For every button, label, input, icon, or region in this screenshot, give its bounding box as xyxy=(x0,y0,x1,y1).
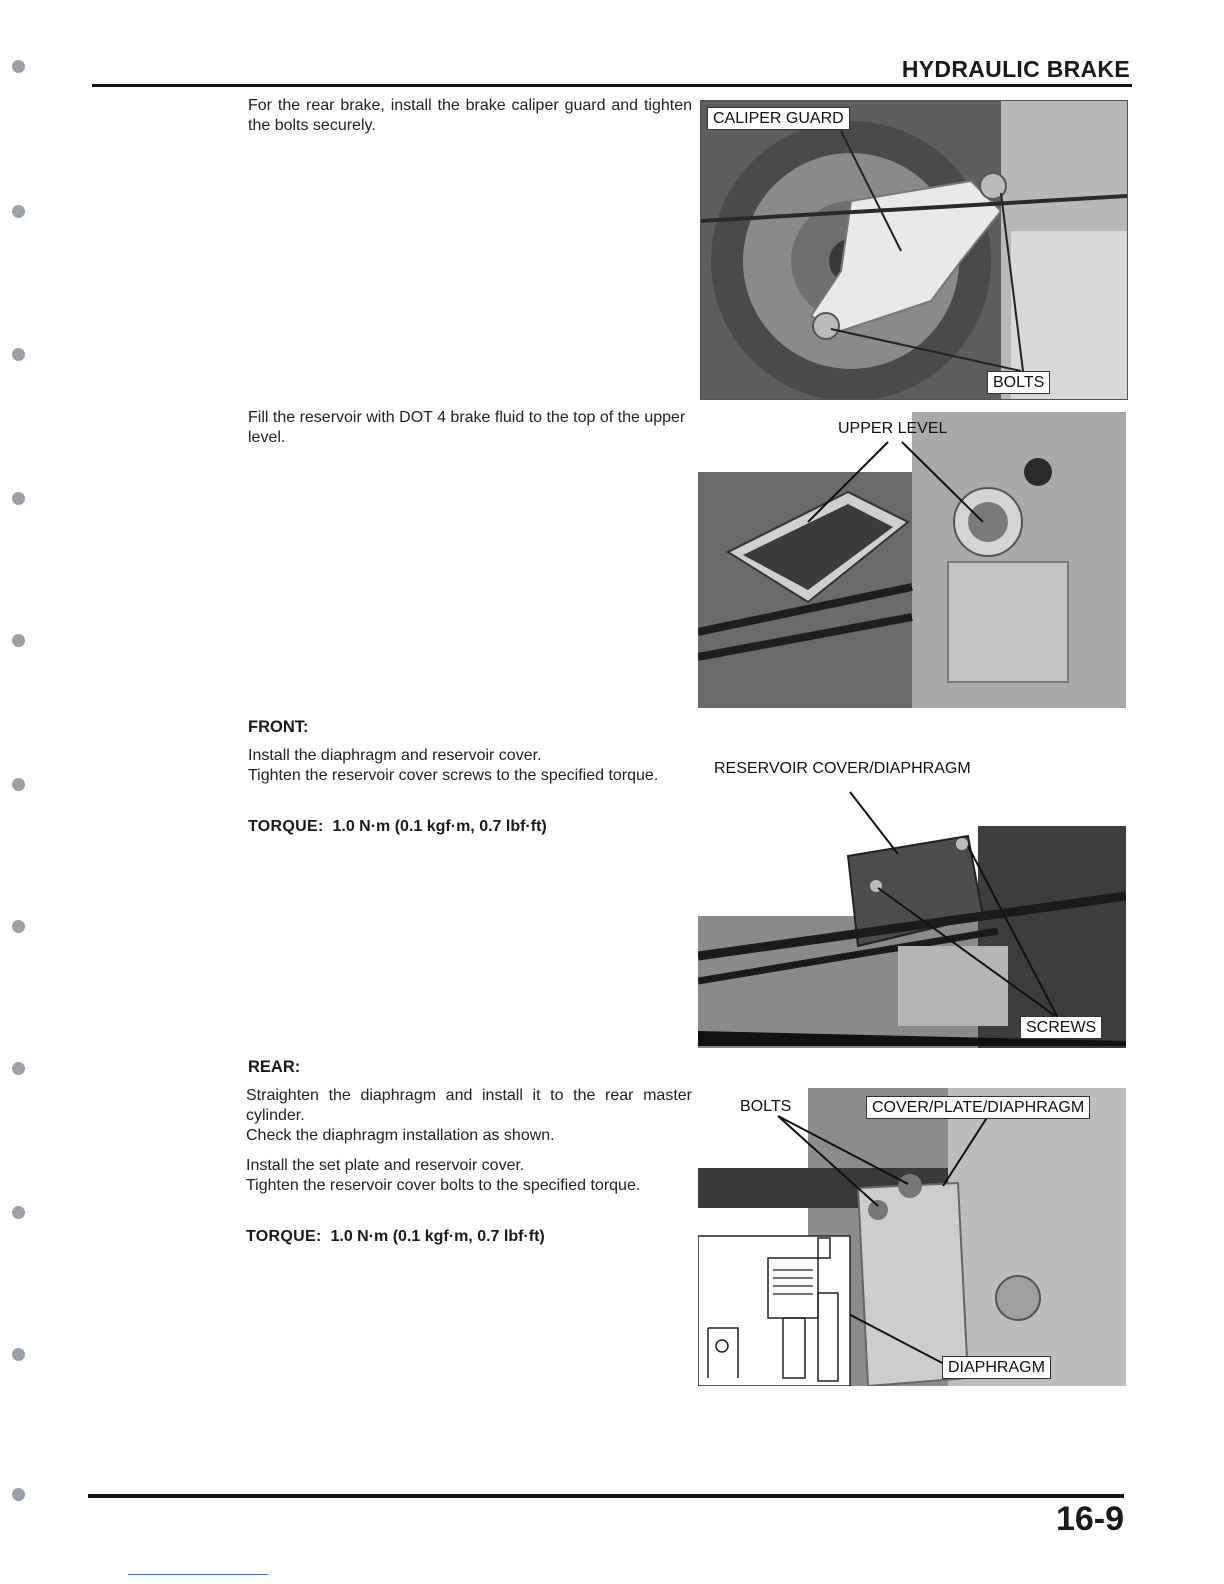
caliper-guard-text: For the rear brake, install the brake caliper guard and tighten the bolts securely. xyxy=(248,97,692,134)
rear-line-1: Straighten the diaphragm and install it to the rear master cylinder. xyxy=(246,1087,692,1124)
footer-rule xyxy=(88,1494,1124,1498)
rear-torque xyxy=(246,1228,545,1246)
caliper-guard-instruction xyxy=(248,96,692,136)
binder-hole xyxy=(12,778,25,791)
caliper-guard-illustration xyxy=(701,101,1127,399)
rear-master-cylinder-illustration xyxy=(698,1088,1126,1386)
front-line-1: Install the diaphragm and reservoir cover. xyxy=(248,747,542,764)
fill-text: Fill the reservoir with DOT 4 brake fluid to the top of the upper level. xyxy=(248,409,686,446)
rear-torque-label: TORQUE: xyxy=(246,1228,322,1245)
front-instructions xyxy=(248,746,692,786)
binder-hole xyxy=(12,920,25,933)
diaphragm-label: DIAPHRAGM xyxy=(942,1356,1051,1379)
front-line-2: Tighten the reservoir cover screws to the specified torque. xyxy=(248,767,659,784)
binder-hole xyxy=(12,1206,25,1219)
binder-hole xyxy=(12,60,25,73)
caliper-guard-label: CALIPER GUARD xyxy=(707,107,850,130)
rear-line-2: Check the diaphragm installation as shown. xyxy=(246,1127,555,1144)
rear-master-cylinder-photo xyxy=(698,1088,1126,1386)
rear-heading: REAR: xyxy=(248,1058,301,1076)
fill-instruction xyxy=(248,408,692,448)
rear-torque-value: 1.0 N·m (0.1 kgf·m, 0.7 lbf·ft) xyxy=(330,1228,545,1245)
caliper-guard-photo xyxy=(700,100,1128,400)
rear-instructions xyxy=(246,1086,692,1196)
rear-bolts-label: BOLTS xyxy=(740,1098,792,1115)
front-torque xyxy=(248,818,547,836)
bottom-link-underline xyxy=(128,1574,268,1575)
binder-hole xyxy=(12,348,25,361)
binder-hole xyxy=(12,205,25,218)
screws-label: SCREWS xyxy=(1020,1016,1102,1039)
page-number: 16-9 xyxy=(1055,1500,1124,1538)
front-heading: FRONT: xyxy=(248,718,309,736)
front-torque-value: 1.0 N·m (0.1 kgf·m, 0.7 lbf·ft) xyxy=(332,818,547,835)
upper-level-illustration xyxy=(698,412,1126,708)
binder-hole xyxy=(12,1488,25,1501)
binder-hole xyxy=(12,492,25,505)
rear-line-3: Install the set plate and reservoir cover. xyxy=(246,1157,525,1174)
rear-line-4: Tighten the reservoir cover bolts to the specified torque. xyxy=(246,1177,641,1194)
header-rule xyxy=(92,84,1132,87)
bolts-label: BOLTS xyxy=(987,371,1050,394)
upper-level-label: UPPER LEVEL xyxy=(838,420,948,437)
reservoir-photo xyxy=(698,756,1126,1048)
upper-level-photo xyxy=(698,412,1126,708)
binder-hole xyxy=(12,634,25,647)
binder-hole xyxy=(12,1348,25,1361)
reservoir-cover-label: RESERVOIR COVER/DIAPHRAGM xyxy=(714,760,971,777)
reservoir-illustration xyxy=(698,756,1126,1048)
binder-hole xyxy=(12,1062,25,1075)
section-title: HYDRAULIC BRAKE xyxy=(901,56,1130,82)
cover-plate-diaphragm-label: COVER/PLATE/DIAPHRAGM xyxy=(866,1096,1090,1119)
front-torque-label: TORQUE: xyxy=(248,818,324,835)
